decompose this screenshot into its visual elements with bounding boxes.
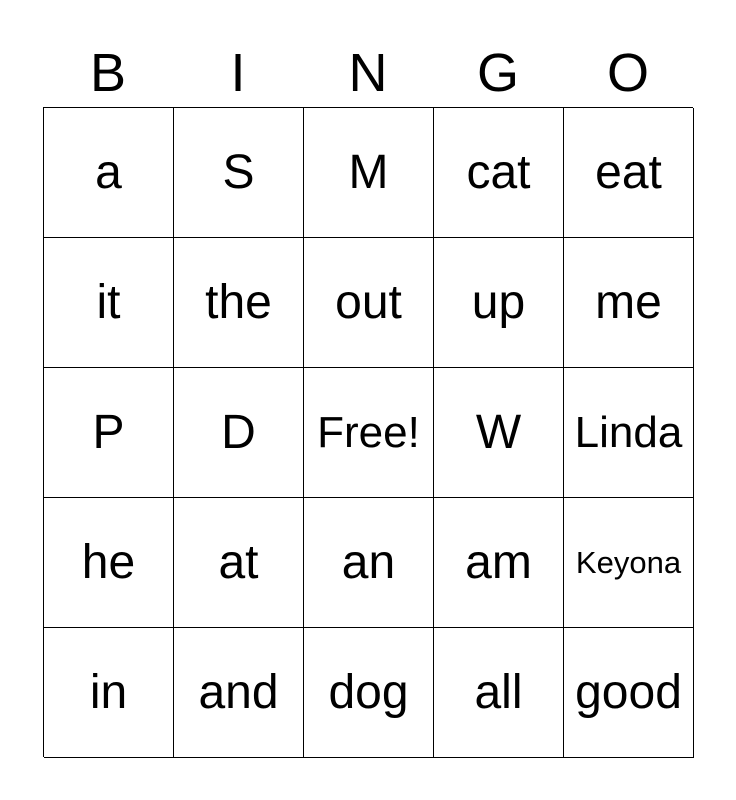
free-space-cell[interactable]: Free! bbox=[304, 368, 434, 498]
bingo-header bbox=[43, 38, 693, 108]
bingo-board bbox=[43, 107, 693, 757]
header-letter-i: I bbox=[230, 43, 246, 103]
bingo-cell[interactable]: am bbox=[434, 498, 564, 628]
bingo-cell[interactable]: me bbox=[564, 238, 694, 368]
bingo-cell[interactable]: in bbox=[44, 628, 174, 758]
header-letter-g: G bbox=[476, 43, 519, 103]
bingo-cell[interactable]: W bbox=[434, 368, 564, 498]
bingo-cell[interactable]: it bbox=[44, 238, 174, 368]
bingo-cell[interactable]: out bbox=[304, 238, 434, 368]
bingo-cell[interactable]: Linda bbox=[564, 368, 694, 498]
bingo-cell[interactable]: all bbox=[434, 628, 564, 758]
header-letter-n: N bbox=[348, 43, 388, 103]
bingo-cell[interactable]: P bbox=[44, 368, 174, 498]
bingo-cell[interactable]: the bbox=[174, 238, 304, 368]
bingo-cell[interactable]: he bbox=[44, 498, 174, 628]
bingo-cell[interactable]: up bbox=[434, 238, 564, 368]
bingo-cell[interactable]: cat bbox=[434, 108, 564, 238]
bingo-cell[interactable]: eat bbox=[564, 108, 694, 238]
bingo-cell[interactable]: a bbox=[44, 108, 174, 238]
bingo-cell[interactable]: good bbox=[564, 628, 694, 758]
bingo-cell[interactable]: at bbox=[174, 498, 304, 628]
bingo-cell[interactable]: Keyona bbox=[564, 498, 694, 628]
bingo-cell[interactable]: M bbox=[304, 108, 434, 238]
bingo-cell[interactable]: an bbox=[304, 498, 434, 628]
bingo-cell[interactable]: S bbox=[174, 108, 304, 238]
bingo-cell[interactable]: dog bbox=[304, 628, 434, 758]
bingo-cell[interactable]: D bbox=[174, 368, 304, 498]
header-letter-o: O bbox=[606, 43, 649, 103]
bingo-cell[interactable]: and bbox=[174, 628, 304, 758]
header-letter-b: B bbox=[89, 43, 127, 103]
